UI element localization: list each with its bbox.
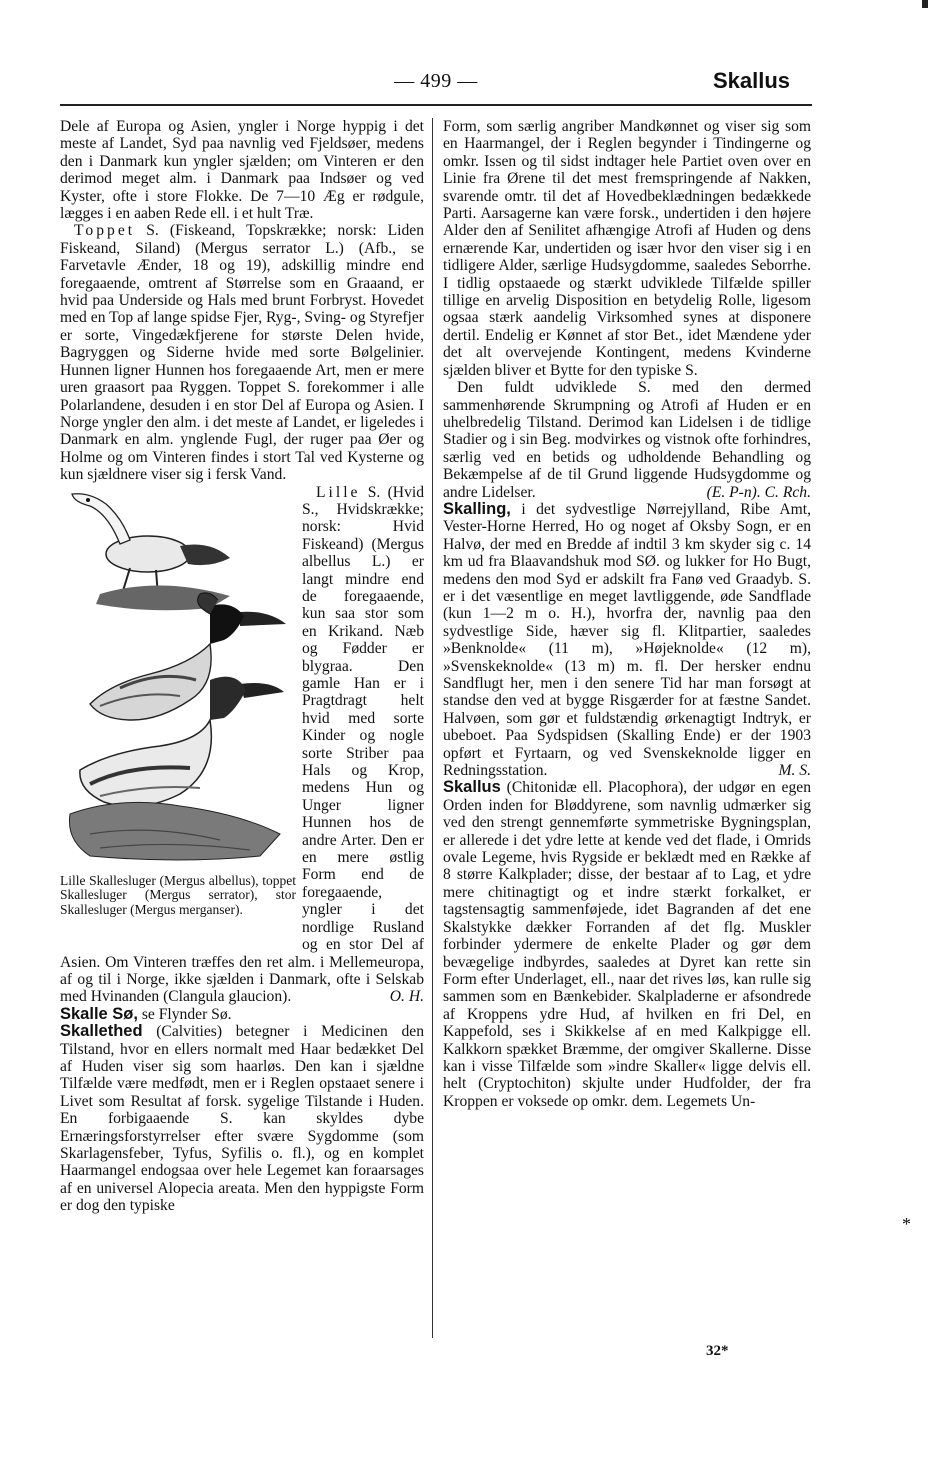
entry-text: (Chitonidæ ell. Placophora), der udgør en egen Orden inden for Bløddyrene, som navnlig udmærker sig ved den strengt gennemførte symmetriske Bygningsplan, er allerede i det ydre lette at kende ved det flade, i Omrids ovale Legeme, hvis Rygside er beklædt med en Række af 8 større Kalkplader; disse, der bestaar af to Lag, et ydre mere chitinagtigt og et indre stærkt forkalket, er tagstensagtig sammenføjede, idet Bagranden af det ene Skalstykke dækker Forranden af det flg. Muskler forbinder ydermere de enkelte Plader og gør dem bevægelige indbyrdes, saaledes at Dyret kan rette sin Form efter Underlaget, ell., naar det rives løs, kan rulle sig sammen som en Bænkebider. Skalpladerne er afsondrede af Kroppens ydre Hud, af hvilken en fri Del, en Kappefold, ses i Skikkelse af en med Kalkpigge ell. Kalkkorn spækket Bræmme, der omgiver Skallerne. Disse kan i visse Tilfælde som »indre Skaller« ligge delvis ell. helt (Cryptochiton) skjulte under Hudfolder, der fra Kroppen er voksede op omkr. dem. Legemets Un- xyxy=(443,779,811,1110)
subentry-head: Toppet xyxy=(74,222,136,240)
entry-skalling xyxy=(443,501,811,780)
entry-text: S. (Hvid S., Hvidskrække; norsk: Hvid Fiskeand) (Mergus albellus L.) er langt mindre end de foregaaende, kun saa stor som en Krikand. Næb og Fødder er blygraa. Den gamle Han er i Pragtdragt helt hvid med sorte Kinder og nogle sorte Striber paa Hals og Krop, medens Hun og Unger ligner Hunnen hos de andre Arter. Den er en mere østlig Form end de foregaaende, yngler i det nordlige Rusland og en stor Del af Asien. Om Vinteren træffes den ret alm. i Mellemeuropa, af og til i Norge, ikke sjælden i Danmark, ofte i Selskab med Hvinanden (Clangula glaucion). xyxy=(60,483,424,1006)
entry-skallethed xyxy=(60,1023,424,1214)
running-head: Skallus xyxy=(712,68,790,93)
entry-continuation: Dele af Europa og Asien, yngler i Norge hyppig i det meste af Landet, Syd paa navnlig ved Fjeldsøer, medens den i Danmark kun yngler sjælden; om Vinteren er den derimod meget alm. i Danmark paa Indsøer og ved Kyster, ofte i store Flokke. De 7—10 Æg er rødgule, lægges i en aaben Rede ell. i et hult Træ. xyxy=(60,118,424,223)
entry-skalle-so xyxy=(60,1006,424,1023)
entry-text: Den fuldt udviklede S. med den dermed sammenhørende Skrumpning og Atrofi af Huden er en uhelbredelig Tilstand. Derimod kan Lidelsen i de tidlige Stadier og i sin Beg. modvirkes og vistnok ofte forhindres, særlig ved en betids og udholdende Behandling og Bekæmpelse af de til Grund liggende Hudsygdomme og andre Lidelser. xyxy=(443,379,811,501)
author-signature: M. S. xyxy=(778,762,811,780)
page-number: — 499 — xyxy=(394,70,478,92)
scan-corner-mark xyxy=(922,0,928,8)
margin-asterisk: * xyxy=(902,1214,911,1234)
headword: Skalle Sø, xyxy=(60,1004,138,1023)
entry-skallus xyxy=(443,779,811,1110)
left-column xyxy=(60,118,424,1215)
header-rule xyxy=(60,104,812,106)
entry-text: i det sydvestlige Nørrejylland, Ribe Amt, Vester-Horne Herred, Ho og noget af Oksby Sogn, er en Halvø, der med en Bredde af indtil 3 km skyder sig c. 14 km ud fra Blaavandshuk mod SØ. og lukker for Ho Bugt, medens den mod Syd er adskilt fra Fanø ved Graadyb. S. er i det væsentlige en meget lavtliggende, øde Sandflade (kun 1—2 m o. H.), hvorfra der, navnlig paa den sydvestlige Side, hæver sig fl. Klitpartier, saaledes »Benknolde« (11 m), »Højeknolde« (12 m), »Svenskeknolde« (13 m) m. fl. Der hersker endnu Sandflugt her, men i den senere Tid har man forsøgt at standse den ved at bygge Risgærder for at fæstne Sandet. Halvøen, som gør et fuldstændig ørkenagtigt Indtryk, er ubeboet. Paa Sydspidsen (Skalling Ende) er der 1903 opført et Fyrtaarn, og ved Svenskeknolde ligger en Redningsstation. xyxy=(443,500,811,780)
right-column xyxy=(443,118,811,1110)
entry-paragraph xyxy=(443,379,811,501)
illustration-caption: Lille Skallesluger (Mergus albellus), toppet Skallesluger (Mergus serrator), stor Skallesluger (Mergus merganser). xyxy=(60,872,296,917)
page-header xyxy=(60,64,812,100)
entry-text: (Calvities) betegner i Medicinen den Tilstand, hvor en ellers normalt med Haar bedækket Del af Huden viser sig som haarløs. Den kan i sjældne Tilfælde være medfødt, men er i Reglen opstaaet senere i Livet som Resultat af forsk. sygelige Tilstande i Huden. En forbigaaende S. kan skyldes dybe Ernæringsforstyrrelser efter svære Sygdomme (som Skarlagensfeber, Tyfus, Syfilis o. fl.), og en komplet Haarmangel endogsaa over hele Legemet kan foraarsages af en universel Alopecia areata. Men den hyppigste Form er dog den typiske xyxy=(60,1023,424,1215)
entry-text: S. (Fiskeand, Topskrække; norsk: Liden Fiskeand, Siland) (Mergus serrator L.) (Afb., se Farvetavle Ænder, 18 og 19), adskillig mindre end foregaaende, omtrent af Størrelse som en Graaand, er hvid paa Underside og Hals med brunt Forbryst. Hovedet med en Top af lange spidse Fjer, Ryg-, Sving- og Styrefjer er sorte, Vingedækfjerene for største Delen hvide, Bagryggen og Siderne hvide med sorte Bølgelinier. Hunnen ligner Hunnen hos foregaaende Art, men er mere uren graasort paa Ryggen. Toppet S. forekommer i alle Polarlandene, desuden i en stor Del af Europa og Asien. I Norge yngler den alm. i det meste af Landet, er ligeledes i Danmark en alm. ynglende Fugl, der ruger paa Øer og Holme og om Vinteren findes i stort Tal ved Kysterne og kun sjældnere viser sig i fersk Vand. xyxy=(60,222,424,484)
author-signature: O. H. xyxy=(389,988,424,1006)
subentry-head: Lille xyxy=(316,483,361,501)
entry-continuation: Form, som særlig angriber Mandkønnet og viser sig som en Haarmangel, der i Reglen begynder i Tindingerne og omkr. Issen og til sidst indtager hele Partiet oven over en Linie fra Ørene til det mest fremspringende af Nakken, svarende omtr. til det af Hovedbeklædningen bedækkede Parti. Aarsagerne kan være forsk., undertiden i den højere Alder den af Senilitet afhængige Atrofi af Huden og dens ernærende Kar, undertiden og især hvor den viser sig i en tidligere Alder, særlige Hudsygdomme, saaledes Seborrhe. I tidlig opstaaede og stærkt udviklede Tilfælde spiller tillige en arvelig Disposition en betydelig Rolle, ligesom ogsaa stærk aandelig Virksomhed synes at disponere dertil. Endelig er Kønnet af stor Bet., idet Mændene yder det alt overvejende Kontingent, medens Kvinderne sjælden bliver et Bytte for den typiske S. xyxy=(443,118,811,379)
signature-mark: 32* xyxy=(706,1343,729,1359)
headword: Skallus xyxy=(443,778,501,797)
column-divider xyxy=(432,118,433,1338)
entry-toppet xyxy=(60,222,424,483)
bird-illustration xyxy=(60,484,296,934)
cross-reference: se Flynder Sø. xyxy=(137,1005,232,1023)
headword: Skallethed xyxy=(60,1022,143,1041)
author-signature: (E. P-n). C. Rch. xyxy=(706,483,811,501)
mergansers-engraving xyxy=(60,484,296,874)
headword: Skalling, xyxy=(443,499,511,518)
